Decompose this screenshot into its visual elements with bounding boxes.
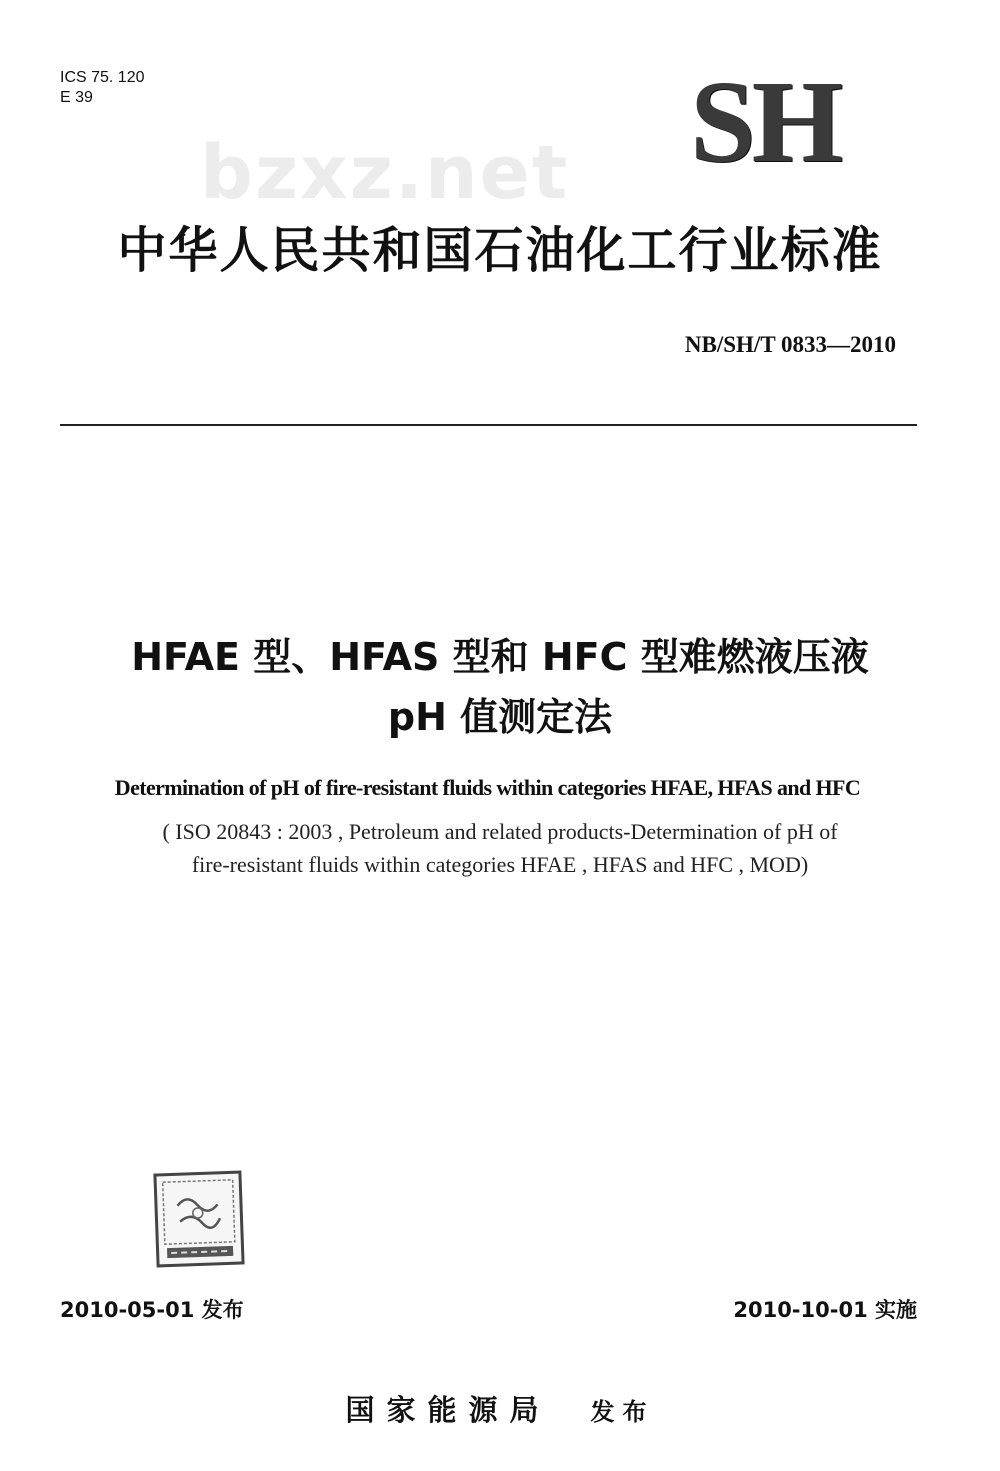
- sh-logo: SH: [690, 56, 840, 187]
- ccs-code: E 39: [60, 89, 93, 106]
- publisher-org: 国家能源局: [345, 1393, 551, 1427]
- publisher-line: [0, 1388, 1000, 1429]
- stamp-seal: [153, 1170, 244, 1267]
- header-divider: [60, 424, 917, 426]
- effective-date: 2010-10-01 实施: [733, 1298, 917, 1322]
- ics-code: ICS 75. 120: [60, 69, 145, 86]
- iso-reference-line1: ( ISO 20843 : 2003 , Petroleum and related products-Determination of pH of: [162, 819, 838, 844]
- issue-date: 2010-05-01 发布: [60, 1298, 244, 1322]
- classification-codes: [60, 68, 145, 108]
- standard-number: NB/SH/T 0833—2010: [684, 332, 896, 357]
- stamp-seal-graphic: [156, 1174, 241, 1265]
- title-zh-line1: HFAE 型、HFAS 型和 HFC 型难燃液压液: [131, 635, 869, 679]
- watermark: bzxz.net: [200, 130, 570, 216]
- industry-standard-title: 中华人民共和国石油化工行业标准: [117, 222, 883, 279]
- publisher-action: 发布: [590, 1398, 655, 1426]
- title-en: Determination of pH of fire-resistant fluids within categories HFAE, HFAS and HFC: [114, 775, 861, 800]
- title-zh-line2: pH 值测定法: [387, 695, 613, 739]
- iso-reference-line2: fire-resistant fluids within categories HFAE , HFAS and HFC , MOD): [191, 852, 809, 877]
